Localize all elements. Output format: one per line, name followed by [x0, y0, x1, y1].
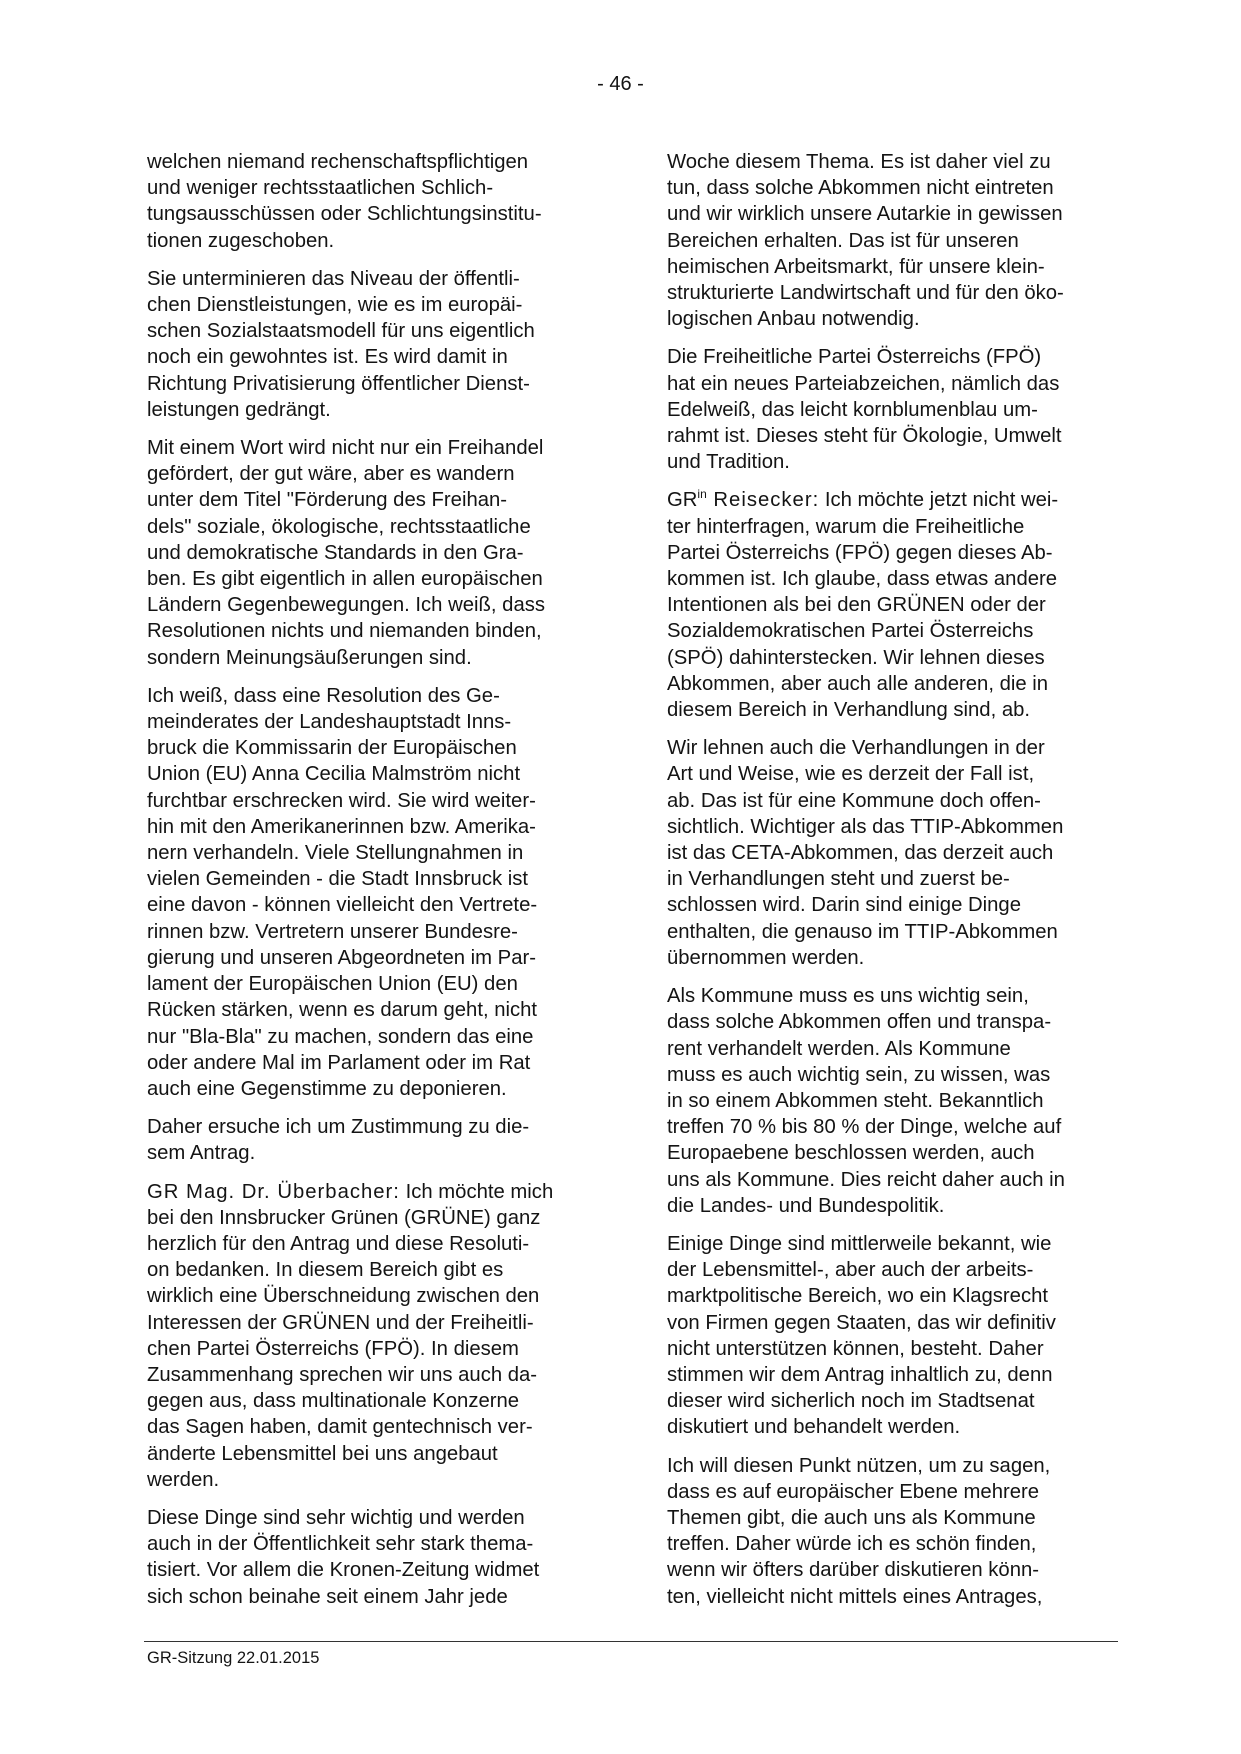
text-line: lament der Europäischen Union (EU) den [147, 973, 518, 996]
paragraph [147, 266, 595, 423]
text-line: nern verhandeln. Viele Stellungnahmen in [147, 842, 524, 865]
text-line: rinnen bzw. Vertretern unserer Bundesre- [147, 920, 518, 943]
text-line: Edelweiß, das leicht kornblumenblau um- [667, 398, 1038, 421]
speech-paragraph [147, 1179, 595, 1493]
text-line: Ich möchte jetzt nicht wei- [824, 489, 1059, 512]
speaker-surname: Reisecker: [706, 489, 820, 512]
text-line: Richtung Privatisierung öffentlicher Dienst- [147, 372, 530, 395]
text-line: muss es auch wichtig sein, zu wissen, was [667, 1063, 1051, 1086]
text-line: tungsausschüssen oder Schlichtungsinstitu- [147, 203, 542, 226]
text-line: Bereichen erhalten. Das ist für unseren [667, 229, 1019, 252]
text-line: dass solche Abkommen offen und transpa- [667, 1011, 1052, 1034]
text-line: änderte Lebensmittel bei uns angebaut [147, 1442, 498, 1465]
text-line: diesem Bereich in Verhandlung sind, ab. [667, 699, 1031, 722]
text-line: uns als Kommune. Dies reicht daher auch in [667, 1168, 1065, 1191]
paragraph [667, 735, 1115, 971]
text-line: gegen aus, dass multinationale Konzerne [147, 1390, 520, 1413]
text-line: rahmt ist. Dieses steht für Ökologie, Umwelt [667, 425, 1062, 448]
text-line: treffen 70 % bis 80 % der Dinge, welche auf [667, 1116, 1062, 1139]
paragraph [147, 435, 595, 671]
text-line: leistungen gedrängt. [147, 398, 331, 421]
speaker-superscript: in [697, 487, 707, 502]
text-line: in so einem Abkommen steht. Bekanntlich [667, 1089, 1044, 1112]
text-line: heimischen Arbeitsmarkt, für unsere klein- [667, 255, 1045, 278]
text-line: enthalten, die genauso im TTIP-Abkommen [667, 920, 1058, 943]
text-line: und demokratische Standards in den Gra- [147, 541, 524, 564]
paragraph [147, 149, 595, 254]
text-line: Die Freiheitliche Partei Österreichs (FPÖ) [667, 346, 1042, 369]
text-line: rent verhandelt werden. Als Kommune [667, 1037, 1011, 1060]
text-line: (SPÖ) dahinterstecken. Wir lehnen dieses [667, 646, 1045, 669]
text-line: ab. Das ist für eine Kommune doch offen- [667, 789, 1041, 812]
text-line: und weniger rechtsstaatlichen Schlich- [147, 177, 494, 200]
text-line: Intentionen als bei den GRÜNEN oder der [667, 594, 1046, 617]
text-line: eine davon - können vielleicht den Vertrete- [147, 894, 538, 917]
text-line: tun, dass solche Abkommen nicht eintreten [667, 177, 1054, 200]
text-line: meinderates der Landeshauptstadt Inns- [147, 711, 512, 734]
text-line: ben. Es gibt eigentlich in allen europäischen [147, 568, 543, 591]
text-line: dass es auf europäischer Ebene mehrere [667, 1480, 1040, 1503]
paragraph [147, 1114, 595, 1166]
text-line: Ich will diesen Punkt nützen, um zu sagen, [667, 1454, 1051, 1477]
text-line: bruck die Kommissarin der Europäischen [147, 737, 517, 760]
text-line: schen Sozialstaatsmodell für uns eigentlich [147, 320, 535, 343]
text-line: hin mit den Amerikanerinnen bzw. Amerika- [147, 815, 536, 838]
text-line: auch eine Gegenstimme zu deponieren. [147, 1077, 507, 1100]
text-line: gefördert, der gut wäre, aber es wandern [147, 463, 515, 486]
text-line: hat ein neues Parteiabzeichen, nämlich das [667, 372, 1060, 395]
page-number: - 46 - [597, 73, 644, 95]
text-line: Zusammenhang sprechen wir uns auch da- [147, 1363, 538, 1386]
text-line: Ländern Gegenbewegungen. Ich weiß, dass [147, 594, 546, 617]
paragraph [147, 683, 595, 1102]
paragraph [667, 983, 1115, 1219]
text-line: sichtlich. Wichtiger als das TTIP-Abkommen [667, 815, 1064, 838]
speaker-name [667, 489, 819, 511]
text-line: von Firmen gegen Staaten, das wir definitiv [667, 1311, 1056, 1334]
text-line: Abkommen, aber auch alle anderen, die in [667, 672, 1049, 695]
text-line: on bedanken. In diesem Bereich gibt es [147, 1259, 504, 1282]
text-line: Ich weiß, dass eine Resolution des Ge- [147, 684, 500, 707]
text-line: Wir lehnen auch die Verhandlungen in der [667, 737, 1045, 760]
text-line: welchen niemand rechenschaftspflichtigen [147, 151, 529, 173]
text-line: Europaebene beschlossen werden, auch [667, 1142, 1035, 1165]
text-line: Daher ersuche ich um Zustimmung zu die- [147, 1116, 530, 1139]
text-line: diskutiert und behandelt werden. [667, 1416, 961, 1439]
paragraph [147, 1505, 595, 1610]
text-line: ten, vielleicht nicht mittels eines Antrages, [667, 1585, 1043, 1608]
text-line: ter hinterfragen, warum die Freiheitliche [667, 515, 1025, 538]
text-line: treffen. Daher würde ich es schön finden, [667, 1533, 1037, 1556]
text-line: dieser wird sicherlich noch im Stadtsenat [667, 1390, 1035, 1413]
text-line: Mit einem Wort wird nicht nur ein Freihandel [147, 437, 544, 460]
text-line: noch ein gewohntes ist. Es wird damit in [147, 346, 508, 369]
text-line: chen Dienstleistungen, wie es im europäi- [147, 294, 523, 317]
text-line: logischen Anbau notwendig. [667, 308, 920, 331]
text-line: ist das CETA-Abkommen, das derzeit auch [667, 842, 1054, 865]
paragraph [667, 344, 1115, 475]
text-line: tisiert. Vor allem die Kronen-Zeitung widmet [147, 1559, 540, 1582]
text-line: marktpolitische Bereich, wo ein Klagsrecht [667, 1285, 1049, 1308]
text-line: vielen Gemeinden - die Stadt Innsbruck ist [147, 868, 529, 891]
text-line: bei den Innsbrucker Grünen (GRÜNE) ganz [147, 1206, 541, 1229]
text-line: furchtbar erschrecken wird. Sie wird weiter- [147, 789, 536, 812]
text-line: kommen ist. Ich glaube, dass etwas andere [667, 568, 1058, 591]
footer-session-date: GR-Sitzung 22.01.2015 [147, 1649, 320, 1667]
text-line: Sie unterminieren das Niveau der öffentli- [147, 267, 520, 290]
text-line: Art und Weise, wie es derzeit der Fall ist, [667, 763, 1035, 786]
text-line: herzlich für den Antrag und diese Resoluti- [147, 1232, 530, 1255]
text-line: chen Partei Österreichs (FPÖ). In diesem [147, 1337, 519, 1360]
right-column [667, 149, 1115, 1622]
text-line: Union (EU) Anna Cecilia Malmström nicht [147, 763, 521, 786]
text-line: Als Kommune muss es uns wichtig sein, [667, 985, 1029, 1008]
speaker-prefix: GR [667, 489, 698, 512]
text-line: Einige Dinge sind mittlerweile bekannt, wie [667, 1232, 1052, 1255]
text-line: der Lebensmittel-, aber auch der arbeits- [667, 1259, 1034, 1282]
speaker-name: GR Mag. Dr. Überbacher: [147, 1180, 400, 1203]
text-line: Partei Österreichs (FPÖ) gegen dieses Ab- [667, 541, 1053, 564]
text-line: auch in der Öffentlichkeit sehr stark thema- [147, 1533, 534, 1556]
text-line: Ich möchte mich [405, 1180, 554, 1203]
text-line: Rücken stärken, wenn es darum geht, nicht [147, 999, 538, 1022]
text-line: stimmen wir dem Antrag inhaltlich zu, denn [667, 1363, 1053, 1386]
text-line: und Tradition. [667, 451, 790, 474]
text-line: schlossen wird. Darin sind einige Dinge [667, 894, 1021, 917]
speech-paragraph [667, 487, 1115, 723]
text-line: dels" soziale, ökologische, rechtsstaatliche [147, 515, 531, 538]
text-line: wenn wir öfters darüber diskutieren könn- [667, 1559, 1040, 1582]
text-line: und wir wirklich unsere Autarkie in gewissen [667, 203, 1063, 226]
text-line: nicht unterstützen können, besteht. Daher [667, 1337, 1044, 1360]
text-line: Woche diesem Thema. Es ist daher viel zu [667, 151, 1051, 173]
text-line: in Verhandlungen steht und zuerst be- [667, 868, 1010, 891]
paragraph [667, 1453, 1115, 1610]
text-line: übernommen werden. [667, 946, 865, 969]
text-line: Diese Dinge sind sehr wichtig und werden [147, 1506, 525, 1529]
left-column [147, 149, 595, 1622]
text-line: unter dem Titel "Förderung des Freihan- [147, 489, 508, 512]
footer-divider [144, 1641, 1118, 1642]
text-line: oder andere Mal im Parlament oder im Rat [147, 1051, 531, 1074]
text-line: Themen gibt, die auch uns als Kommune [667, 1506, 1036, 1529]
text-line: das Sagen haben, damit gentechnisch ver- [147, 1416, 533, 1439]
text-line: sondern Meinungsäußerungen sind. [147, 646, 472, 669]
text-line: gierung und unseren Abgeordneten im Par- [147, 946, 536, 969]
text-line: Interessen der GRÜNEN und der Freiheitli- [147, 1311, 534, 1334]
text-line: sem Antrag. [147, 1142, 256, 1165]
text-line: werden. [147, 1468, 220, 1491]
text-line: strukturierte Landwirtschaft und für den öko- [667, 282, 1064, 305]
text-line: nur "Bla-Bla" zu machen, sondern das eine [147, 1025, 534, 1048]
text-line: wirklich eine Überschneidung zwischen den [147, 1285, 540, 1308]
text-line: tionen zugeschoben. [147, 229, 335, 252]
text-line: die Landes- und Bundespolitik. [667, 1194, 945, 1217]
text-line: Resolutionen nichts und niemanden binden, [147, 620, 542, 643]
text-line: Sozialdemokratischen Partei Österreichs [667, 620, 1034, 643]
text-line: sich schon beinahe seit einem Jahr jede [147, 1585, 508, 1608]
paragraph [667, 149, 1115, 332]
paragraph [667, 1231, 1115, 1441]
